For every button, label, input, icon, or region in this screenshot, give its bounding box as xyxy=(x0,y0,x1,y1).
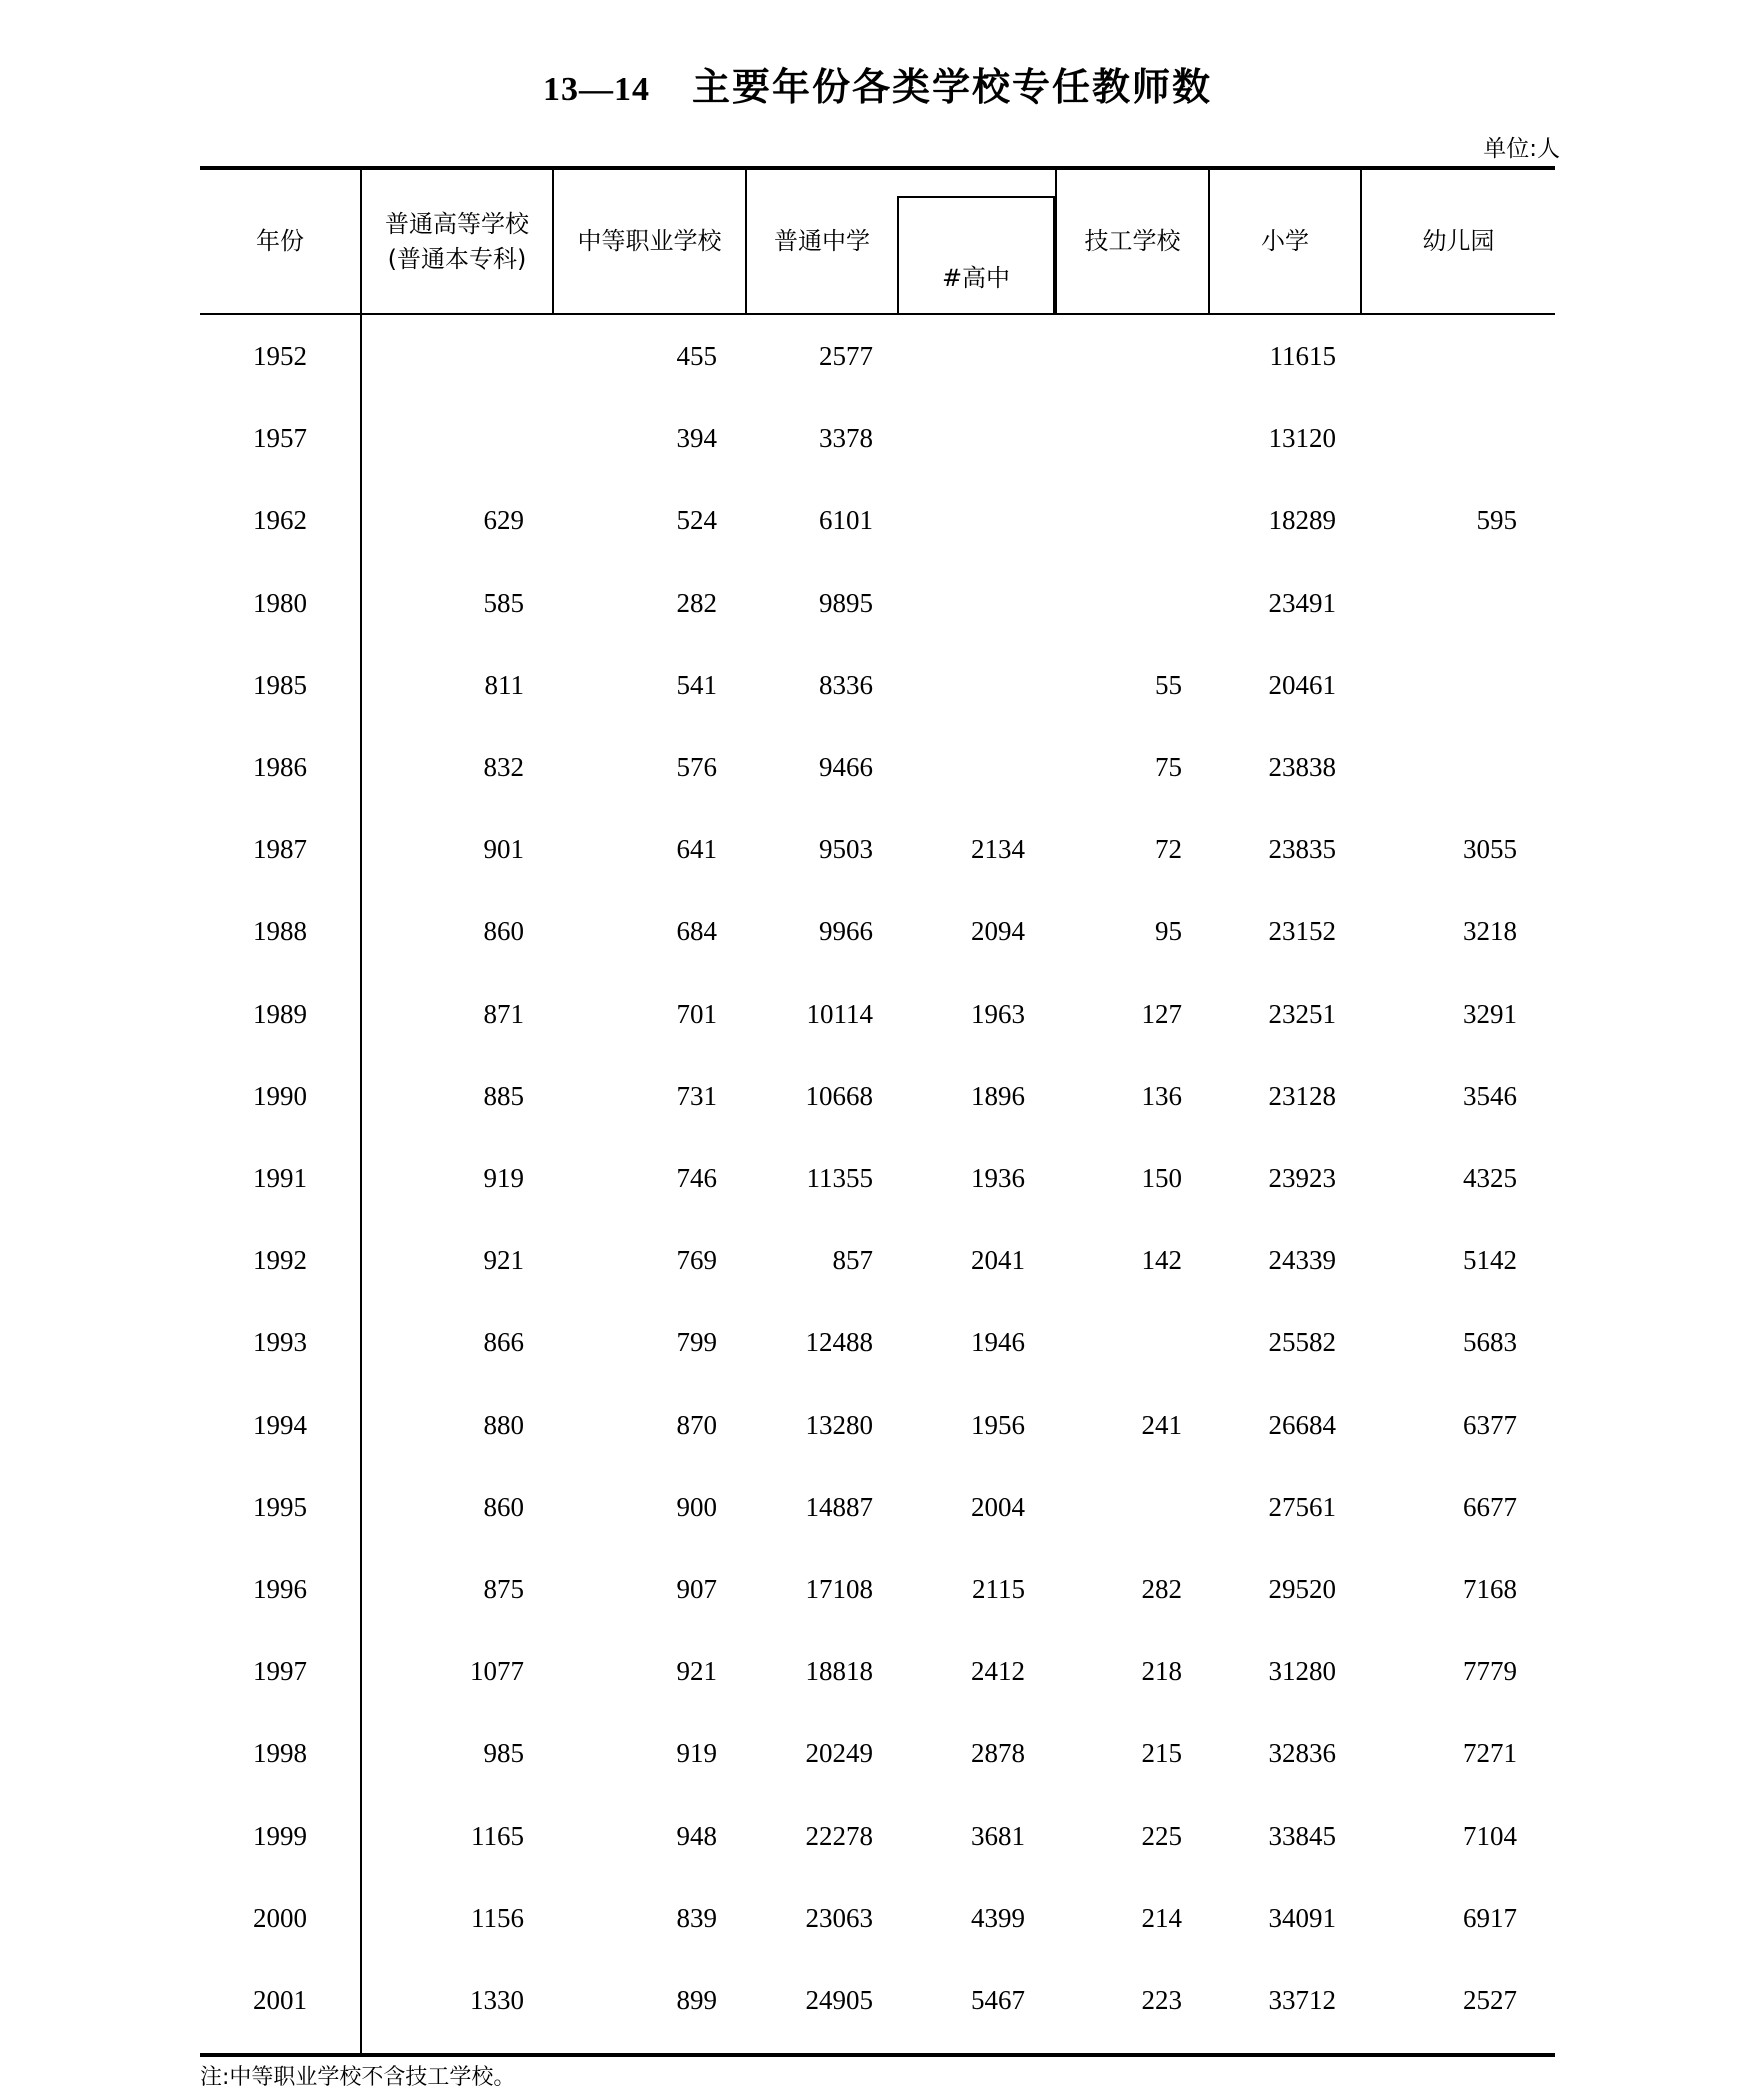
cell-primary: 18289 xyxy=(1268,505,1336,536)
cell-kindergarten xyxy=(1362,644,1555,726)
cell-vocational: 455 xyxy=(676,341,717,371)
cell-college xyxy=(362,315,552,397)
cell-college: 901 xyxy=(483,834,524,865)
table-row xyxy=(200,1877,1555,1959)
table-row xyxy=(200,808,1555,890)
cell-year: 1991 xyxy=(253,1163,307,1193)
statistics-table xyxy=(200,166,1555,2057)
table-row xyxy=(200,1055,1555,1137)
table-row xyxy=(200,1548,1555,1630)
cell-kindergarten: 5142 xyxy=(1463,1245,1517,1276)
column-header-vocational xyxy=(554,170,745,313)
cell-middle: 10114 xyxy=(806,998,873,1029)
cell-vocational: 746 xyxy=(676,1163,717,1193)
cell-highschool: 5467 xyxy=(971,1985,1025,2015)
cell-year: 1980 xyxy=(253,587,307,618)
cell-highschool xyxy=(897,644,1055,726)
cell-technical: 215 xyxy=(1141,1738,1182,1769)
cell-vocational: 684 xyxy=(676,916,717,947)
cell-kindergarten: 7168 xyxy=(1463,1574,1517,1604)
cell-middle: 17108 xyxy=(805,1574,873,1604)
cell-year: 1999 xyxy=(253,1820,307,1851)
cell-highschool xyxy=(897,562,1055,644)
cell-college: 985 xyxy=(483,1738,524,1769)
cell-primary: 32836 xyxy=(1268,1738,1336,1769)
cell-primary: 20461 xyxy=(1268,669,1336,700)
cell-year: 1987 xyxy=(253,834,307,865)
cell-college: 875 xyxy=(483,1574,524,1604)
column-header-college xyxy=(362,170,552,313)
cell-vocational: 701 xyxy=(676,998,717,1029)
cell-primary: 25582 xyxy=(1268,1327,1336,1358)
table-body xyxy=(200,315,1555,2053)
cell-middle: 8336 xyxy=(819,669,873,700)
table-row xyxy=(200,562,1555,644)
cell-year: 1988 xyxy=(253,916,307,947)
cell-technical xyxy=(1057,562,1208,644)
cell-kindergarten: 6677 xyxy=(1463,1491,1517,1522)
column-header-kindergarten-label: 幼儿园 xyxy=(1422,227,1495,256)
cell-highschool: 1936 xyxy=(971,1163,1025,1193)
cell-vocational: 641 xyxy=(676,834,717,865)
cell-vocational: 907 xyxy=(676,1574,717,1604)
table-row xyxy=(200,1630,1555,1712)
cell-vocational: 394 xyxy=(676,423,717,454)
cell-kindergarten xyxy=(1362,315,1555,397)
cell-highschool xyxy=(897,726,1055,808)
cell-college: 880 xyxy=(483,1409,524,1440)
table-row xyxy=(200,397,1555,479)
cell-college: 885 xyxy=(483,1080,524,1111)
cell-year: 2000 xyxy=(253,1902,307,1933)
cell-vocational: 282 xyxy=(676,587,717,618)
cell-vocational: 524 xyxy=(676,505,717,536)
cell-middle: 9966 xyxy=(819,916,873,947)
cell-middle: 2577 xyxy=(819,341,873,371)
cell-year: 1990 xyxy=(253,1080,307,1111)
cell-year: 1997 xyxy=(253,1656,307,1687)
cell-college: 585 xyxy=(483,587,524,618)
cell-technical xyxy=(1057,1301,1208,1383)
table-row xyxy=(200,1137,1555,1219)
table-row xyxy=(200,644,1555,726)
table-row xyxy=(200,973,1555,1055)
cell-primary: 27561 xyxy=(1268,1491,1336,1522)
cell-kindergarten: 7271 xyxy=(1463,1738,1517,1769)
cell-middle: 14887 xyxy=(805,1491,873,1522)
cell-primary: 33712 xyxy=(1268,1985,1336,2015)
column-header-middle xyxy=(747,170,897,313)
table-row xyxy=(200,479,1555,561)
column-header-primary xyxy=(1210,170,1360,313)
cell-middle: 22278 xyxy=(805,1820,873,1851)
cell-primary: 23923 xyxy=(1268,1163,1336,1193)
cell-kindergarten: 7104 xyxy=(1463,1820,1517,1851)
cell-year: 1993 xyxy=(253,1327,307,1358)
cell-college: 832 xyxy=(483,752,524,782)
cell-primary: 23128 xyxy=(1268,1080,1336,1111)
column-header-highschool xyxy=(897,196,1055,313)
column-header-highschool-label: #高中 xyxy=(941,263,1011,292)
column-header-kindergarten xyxy=(1362,170,1555,313)
cell-highschool xyxy=(897,397,1055,479)
cell-year: 1985 xyxy=(253,669,307,700)
table-row xyxy=(200,890,1555,972)
cell-highschool: 2115 xyxy=(972,1574,1025,1604)
cell-year: 1952 xyxy=(253,341,307,371)
cell-kindergarten xyxy=(1362,726,1555,808)
cell-vocational: 799 xyxy=(676,1327,717,1358)
cell-primary: 11615 xyxy=(1269,341,1336,371)
table-footnote: 注:中等职业学校不含技工学校。 xyxy=(200,2065,516,2090)
cell-college: 629 xyxy=(483,505,524,536)
cell-college: 860 xyxy=(483,916,524,947)
cell-kindergarten xyxy=(1362,397,1555,479)
cell-college xyxy=(362,397,552,479)
cell-technical: 136 xyxy=(1141,1080,1182,1111)
table-row xyxy=(200,1301,1555,1383)
cell-technical xyxy=(1057,479,1208,561)
cell-middle: 3378 xyxy=(819,423,873,454)
cell-college: 1077 xyxy=(470,1656,524,1687)
cell-primary: 29520 xyxy=(1268,1574,1336,1604)
cell-technical: 218 xyxy=(1141,1656,1182,1687)
cell-technical: 72 xyxy=(1155,834,1182,865)
column-header-college-label-1: 普通高等学校 xyxy=(385,210,529,239)
column-header-technical-label: 技工学校 xyxy=(1084,227,1181,256)
cell-vocational: 541 xyxy=(676,669,717,700)
cell-middle: 23063 xyxy=(805,1902,873,1933)
cell-college: 866 xyxy=(483,1327,524,1358)
cell-middle: 18818 xyxy=(805,1656,873,1687)
cell-highschool xyxy=(897,315,1055,397)
cell-kindergarten: 5683 xyxy=(1463,1327,1517,1358)
cell-technical: 150 xyxy=(1141,1163,1182,1193)
cell-kindergarten: 6917 xyxy=(1463,1902,1517,1933)
cell-vocational: 870 xyxy=(676,1409,717,1440)
cell-college: 1165 xyxy=(471,1820,524,1851)
cell-primary: 33845 xyxy=(1268,1820,1336,1851)
cell-vocational: 900 xyxy=(676,1491,717,1522)
column-header-vocational-label: 中等职业学校 xyxy=(577,227,722,256)
cell-kindergarten: 4325 xyxy=(1463,1163,1517,1193)
cell-college: 919 xyxy=(483,1163,524,1193)
cell-vocational: 769 xyxy=(676,1245,717,1276)
cell-primary: 34091 xyxy=(1268,1902,1336,1933)
table-number: 13—14 xyxy=(542,71,650,108)
column-header-year-label: 年份 xyxy=(256,227,304,256)
cell-primary: 31280 xyxy=(1268,1656,1336,1687)
table-title-text: 主要年份各类学校专任教师数 xyxy=(691,65,1212,109)
cell-college: 921 xyxy=(483,1245,524,1276)
table-row xyxy=(200,1384,1555,1466)
cell-highschool: 2004 xyxy=(971,1491,1025,1522)
cell-highschool: 2041 xyxy=(971,1245,1025,1276)
cell-vocational: 899 xyxy=(676,1985,717,2015)
cell-year: 1986 xyxy=(253,752,307,782)
column-header-year xyxy=(200,170,360,313)
table-row xyxy=(200,1219,1555,1301)
cell-primary: 23835 xyxy=(1268,834,1336,865)
cell-technical: 214 xyxy=(1141,1902,1182,1933)
cell-kindergarten: 3055 xyxy=(1463,834,1517,865)
cell-primary: 23251 xyxy=(1268,998,1336,1029)
unit-label: 单位:人 xyxy=(1483,136,1560,162)
cell-year: 1995 xyxy=(253,1491,307,1522)
cell-vocational: 921 xyxy=(676,1656,717,1687)
cell-technical: 75 xyxy=(1155,752,1182,782)
cell-middle: 13280 xyxy=(805,1409,873,1440)
cell-kindergarten: 3218 xyxy=(1463,916,1517,947)
cell-kindergarten: 3291 xyxy=(1463,998,1517,1029)
cell-middle: 857 xyxy=(832,1245,873,1276)
table-row xyxy=(200,315,1555,397)
cell-highschool: 1956 xyxy=(971,1409,1025,1440)
table-row xyxy=(200,1466,1555,1548)
cell-vocational: 948 xyxy=(676,1820,717,1851)
cell-highschool: 1946 xyxy=(971,1327,1025,1358)
cell-technical: 142 xyxy=(1141,1245,1182,1276)
table-row xyxy=(200,726,1555,808)
column-header-middle-label: 普通中学 xyxy=(774,227,870,256)
cell-year: 1996 xyxy=(253,1574,307,1604)
cell-middle: 9503 xyxy=(819,834,873,865)
cell-college: 1156 xyxy=(471,1902,524,1933)
cell-year: 1957 xyxy=(253,423,307,454)
cell-technical: 225 xyxy=(1141,1820,1182,1851)
column-header-primary-label: 小学 xyxy=(1261,227,1309,256)
cell-middle: 9466 xyxy=(819,752,873,782)
cell-year: 2001 xyxy=(253,1985,307,2015)
cell-primary: 23152 xyxy=(1268,916,1336,947)
column-header-college-label-2: (普通本专科) xyxy=(387,244,527,273)
cell-highschool: 1896 xyxy=(971,1080,1025,1111)
table-row xyxy=(200,1959,1555,2041)
cell-middle: 6101 xyxy=(819,505,873,536)
cell-technical: 223 xyxy=(1141,1985,1182,2015)
cell-highschool: 3681 xyxy=(971,1820,1025,1851)
cell-kindergarten: 6377 xyxy=(1463,1409,1517,1440)
cell-vocational: 919 xyxy=(676,1738,717,1769)
cell-year: 1992 xyxy=(253,1245,307,1276)
cell-middle: 9895 xyxy=(819,587,873,618)
cell-technical xyxy=(1057,397,1208,479)
cell-technical: 241 xyxy=(1141,1409,1182,1440)
cell-technical xyxy=(1057,315,1208,397)
cell-vocational: 839 xyxy=(676,1902,717,1933)
cell-technical: 95 xyxy=(1155,916,1182,947)
cell-middle: 24905 xyxy=(805,1985,873,2015)
cell-highschool: 2094 xyxy=(971,916,1025,947)
cell-kindergarten: 3546 xyxy=(1463,1080,1517,1111)
cell-college: 1330 xyxy=(470,1985,524,2015)
cell-highschool: 1963 xyxy=(971,998,1025,1029)
cell-highschool: 2412 xyxy=(971,1656,1025,1687)
cell-vocational: 576 xyxy=(676,752,717,782)
cell-primary: 26684 xyxy=(1268,1409,1336,1440)
cell-college: 811 xyxy=(484,669,524,700)
cell-highschool: 4399 xyxy=(971,1902,1025,1933)
cell-college: 860 xyxy=(483,1491,524,1522)
cell-technical: 55 xyxy=(1155,669,1182,700)
cell-technical: 282 xyxy=(1141,1574,1182,1604)
cell-year: 1962 xyxy=(253,505,307,536)
cell-kindergarten: 2527 xyxy=(1463,1985,1517,2015)
cell-kindergarten xyxy=(1362,562,1555,644)
table-bottom-rule xyxy=(200,2053,1555,2057)
cell-middle: 11355 xyxy=(806,1163,873,1193)
cell-year: 1998 xyxy=(253,1738,307,1769)
cell-primary: 23491 xyxy=(1268,587,1336,618)
cell-middle: 10668 xyxy=(805,1080,873,1111)
cell-highschool xyxy=(897,479,1055,561)
column-header-technical xyxy=(1057,170,1208,313)
cell-kindergarten: 7779 xyxy=(1463,1656,1517,1687)
cell-primary: 24339 xyxy=(1268,1245,1336,1276)
table-row xyxy=(200,1795,1555,1877)
cell-year: 1994 xyxy=(253,1409,307,1440)
cell-college: 871 xyxy=(483,998,524,1029)
cell-technical: 127 xyxy=(1141,998,1182,1029)
cell-year: 1989 xyxy=(253,998,307,1029)
cell-kindergarten: 595 xyxy=(1476,505,1517,536)
cell-technical xyxy=(1057,1466,1208,1548)
cell-highschool: 2878 xyxy=(971,1738,1025,1769)
cell-middle: 12488 xyxy=(805,1327,873,1358)
cell-vocational: 731 xyxy=(676,1080,717,1111)
table-row xyxy=(200,1712,1555,1794)
cell-middle: 20249 xyxy=(805,1738,873,1769)
cell-highschool: 2134 xyxy=(971,834,1025,865)
cell-primary: 13120 xyxy=(1268,423,1336,454)
page-title xyxy=(0,56,1755,111)
cell-primary: 23838 xyxy=(1268,752,1336,782)
